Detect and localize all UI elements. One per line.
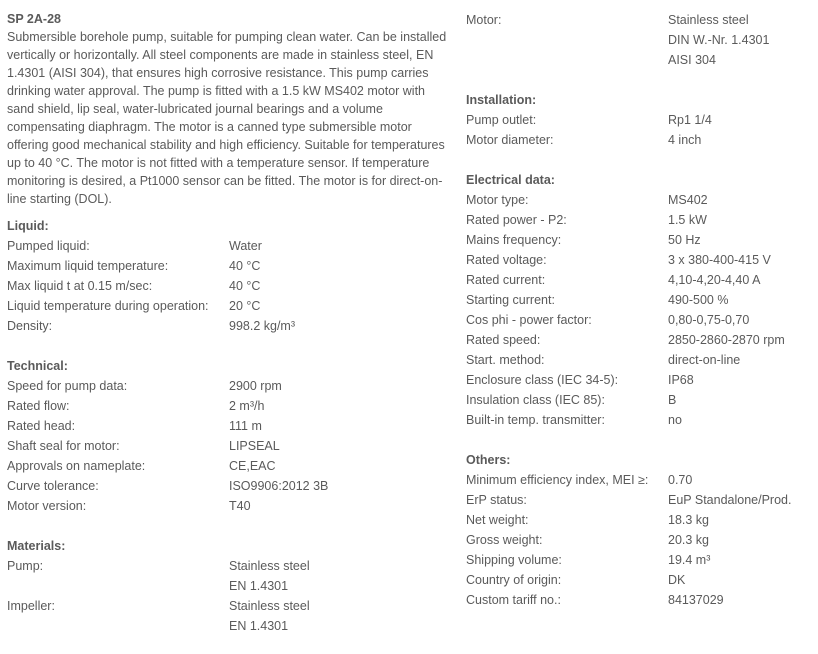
spec-label: Minimum efficiency index, MEI ≥:	[466, 473, 649, 487]
spec-value	[668, 530, 709, 550]
spec-value	[668, 330, 785, 350]
section-others	[466, 450, 811, 610]
spec-value	[668, 230, 701, 250]
spec-label: Maximum liquid temperature:	[7, 259, 169, 273]
spec-row-curve-tolerance	[7, 476, 447, 496]
spec-value-line: DK	[668, 573, 686, 587]
spec-value-line: Water	[229, 239, 262, 253]
section-materials	[7, 536, 447, 636]
left-column	[7, 10, 447, 636]
spec-value-line: EN 1.4301	[229, 579, 289, 593]
spec-value	[668, 290, 728, 310]
spec-label: Rated head:	[7, 419, 76, 433]
spec-value-line: DIN W.-Nr. 1.4301	[668, 33, 770, 47]
spec-row-country-of-origin	[466, 570, 811, 590]
spec-label: Rated speed:	[466, 333, 541, 347]
spec-label: Impeller:	[7, 599, 55, 613]
spec-label: Pump:	[7, 559, 44, 573]
spec-row-impeller	[7, 596, 447, 636]
spec-value-line: EN 1.4301	[229, 619, 289, 633]
spec-row-liquid-temperature-during-operation	[7, 296, 447, 316]
spec-row-enclosure-class-iec-34-5	[466, 370, 811, 390]
spec-row-rated-voltage	[466, 250, 811, 270]
spec-value	[229, 376, 282, 396]
spec-label: Motor diameter:	[466, 133, 554, 147]
spec-row-shipping-volume	[466, 550, 811, 570]
spec-value-line: no	[668, 413, 682, 427]
spec-row-speed-for-pump-data	[7, 376, 447, 396]
right-column	[466, 10, 811, 610]
spec-value	[668, 590, 724, 610]
spec-value-line: Stainless steel	[668, 13, 749, 27]
spec-value-line: direct-on-line	[668, 353, 741, 367]
spec-value-line: 2850-2860-2870 rpm	[668, 333, 785, 347]
spec-value	[668, 410, 682, 430]
spec-value	[668, 250, 771, 270]
product-title: SP 2A-28	[7, 12, 61, 26]
spec-value	[668, 490, 791, 510]
spec-value-line: 50 Hz	[668, 233, 701, 247]
spec-row-insulation-class-iec-85	[466, 390, 811, 410]
spec-value-line: Rp1 1/4	[668, 113, 712, 127]
spec-value	[229, 256, 260, 276]
spec-value-line: Stainless steel	[229, 559, 310, 573]
spec-label: Speed for pump data:	[7, 379, 128, 393]
motor-material-block	[466, 10, 811, 70]
spec-row-gross-weight	[466, 530, 811, 550]
spec-label: Liquid temperature during operation:	[7, 299, 209, 313]
spec-row-shaft-seal-for-motor	[7, 436, 447, 456]
spec-label: Pump outlet:	[466, 113, 537, 127]
spec-row-pump	[7, 556, 447, 596]
spec-value	[668, 370, 694, 390]
spec-value-line: AISI 304	[668, 53, 716, 67]
spec-row-maximum-liquid-temperature	[7, 256, 447, 276]
spec-value	[229, 296, 260, 316]
spec-value-line: 2 m³/h	[229, 399, 265, 413]
spec-value	[229, 276, 260, 296]
spec-value-line: LIPSEAL	[229, 439, 280, 453]
spec-value-line: Stainless steel	[229, 599, 310, 613]
spec-label: Mains frequency:	[466, 233, 562, 247]
spec-value	[229, 456, 276, 476]
spec-value-line: 490-500 %	[668, 293, 729, 307]
spec-row-pump-outlet	[466, 110, 811, 130]
spec-value-line: B	[668, 393, 677, 407]
section-heading: Installation:	[466, 93, 537, 107]
spec-value-line: 19.4 m³	[668, 553, 711, 567]
spec-label: Rated current:	[466, 273, 546, 287]
spec-label: Starting current:	[466, 293, 555, 307]
spec-row-max-liquid-t-at-0-15-m-sec	[7, 276, 447, 296]
spec-row-net-weight	[466, 510, 811, 530]
spec-value	[668, 270, 760, 290]
spec-value-line: T40	[229, 499, 251, 513]
spec-label: Density:	[7, 319, 53, 333]
spec-value	[229, 436, 280, 456]
section-technical	[7, 356, 447, 516]
spec-label: Curve tolerance:	[7, 479, 99, 493]
section-liquid	[7, 216, 447, 336]
spec-value-line: 40 °C	[229, 259, 261, 273]
spec-value	[229, 476, 328, 496]
spec-value-line: 18.3 kg	[668, 513, 710, 527]
spec-value	[668, 310, 749, 330]
spec-value	[668, 550, 710, 570]
spec-value	[668, 10, 769, 70]
spec-row-rated-head	[7, 416, 447, 436]
spec-value-line: EuP Standalone/Prod.	[668, 493, 792, 507]
section-heading: Others:	[466, 453, 511, 467]
spec-value-line: 111 m	[229, 419, 262, 433]
spec-value	[229, 316, 295, 336]
spec-row-cos-phi-power-factor	[466, 310, 811, 330]
spec-value-line: 1.5 kW	[668, 213, 707, 227]
spec-label: Net weight:	[466, 513, 529, 527]
spec-label: Approvals on nameplate:	[7, 459, 146, 473]
right-spec-sections	[466, 90, 811, 610]
spec-label: Shipping volume:	[466, 553, 562, 567]
section-heading: Technical:	[7, 359, 68, 373]
spec-label: Gross weight:	[466, 533, 543, 547]
section-heading: Liquid:	[7, 219, 49, 233]
section-electrical-data	[466, 170, 811, 430]
section-installation	[466, 90, 811, 150]
spec-row-pumped-liquid	[7, 236, 447, 256]
spec-value-line: MS402	[668, 193, 708, 207]
spec-value-line: 0,80-0,75-0,70	[668, 313, 750, 327]
spec-label: Pumped liquid:	[7, 239, 90, 253]
spec-value-line: 84137029	[668, 593, 724, 607]
spec-value	[229, 596, 310, 636]
spec-value-line: 998.2 kg/m³	[229, 319, 296, 333]
spec-label: Rated flow:	[7, 399, 70, 413]
spec-value	[229, 496, 251, 516]
spec-value-line: 2900 rpm	[229, 379, 282, 393]
spec-value	[668, 470, 692, 490]
spec-value	[668, 350, 740, 370]
spec-value	[229, 396, 264, 416]
spec-value	[668, 110, 712, 130]
spec-value	[229, 556, 310, 596]
spec-label: Enclosure class (IEC 34-5):	[466, 373, 619, 387]
spec-row-motor	[466, 10, 811, 70]
spec-value-line: CE,EAC	[229, 459, 276, 473]
spec-value-line: 4,10-4,20-4,40 A	[668, 273, 761, 287]
spec-label: Motor:	[466, 13, 502, 27]
spec-row-mains-frequency	[466, 230, 811, 250]
left-spec-sections	[7, 216, 447, 636]
spec-row-rated-flow	[7, 396, 447, 416]
spec-label: Country of origin:	[466, 573, 562, 587]
spec-row-start-method	[466, 350, 811, 370]
spec-label: Rated power - P2:	[466, 213, 567, 227]
spec-value	[668, 570, 685, 590]
spec-value	[668, 510, 709, 530]
spec-row-rated-speed	[466, 330, 811, 350]
spec-value	[229, 416, 262, 436]
spec-label: ErP status:	[466, 493, 527, 507]
spec-label: Built-in temp. transmitter:	[466, 413, 605, 427]
spec-row-starting-current	[466, 290, 811, 310]
spec-value-line: IP68	[668, 373, 694, 387]
spec-value	[668, 210, 707, 230]
spec-value-line: ISO9906:2012 3B	[229, 479, 329, 493]
spec-label: Shaft seal for motor:	[7, 439, 120, 453]
spec-value	[668, 190, 708, 210]
spec-value-line: 3 x 380-400-415 V	[668, 253, 771, 267]
spec-value-line: 4 inch	[668, 133, 702, 147]
spec-label: Max liquid t at 0.15 m/sec:	[7, 279, 153, 293]
spec-row-custom-tariff-no	[466, 590, 811, 610]
spec-row-density	[7, 316, 447, 336]
spec-row-motor-diameter	[466, 130, 811, 150]
spec-row-built-in-temp-transmitter	[466, 410, 811, 430]
spec-label: Custom tariff no.:	[466, 593, 561, 607]
spec-row-minimum-efficiency-index-mei	[466, 470, 811, 490]
spec-row-rated-current	[466, 270, 811, 290]
spec-value-line: 20.3 kg	[668, 533, 710, 547]
spec-value-line: 20 °C	[229, 299, 261, 313]
spec-row-erp-status	[466, 490, 811, 510]
product-description: Submersible borehole pump, suitable for pumping clean water. Can be installed vertically or horizontally. All steel components are made in stainless steel, EN 1.4301 (AISI 304), that ensures high corrosive resistance. This pump carries drinking water approval. The pump is fitted with a 1.5 kW MS402 motor with sand shield, lip seal, water-lubricated journal bearings and a volume compensating diaphragm. The motor is a canned type submersible motor offering good mechanical stability and high efficiency. Suitable for temperatures up to 40 °C. The motor is not fitted with a temperature sensor. If temperature monitoring is desired, a Pt1000 sensor can be fitted. The motor is for direct-on-line starting (DOL).	[7, 30, 447, 206]
spec-value	[229, 236, 262, 256]
section-heading: Materials:	[7, 539, 66, 553]
spec-value-line: 0.70	[668, 473, 693, 487]
spec-label: Rated voltage:	[466, 253, 547, 267]
spec-row-rated-power-p2	[466, 210, 811, 230]
spec-row-motor-version	[7, 496, 447, 516]
spec-label: Motor version:	[7, 499, 87, 513]
spec-row-motor-type	[466, 190, 811, 210]
spec-value	[668, 390, 676, 410]
spec-label: Start. method:	[466, 353, 545, 367]
spec-label: Motor type:	[466, 193, 529, 207]
spec-value	[668, 130, 701, 150]
spec-row-approvals-on-nameplate	[7, 456, 447, 476]
spec-label: Insulation class (IEC 85):	[466, 393, 605, 407]
spec-value-line: 40 °C	[229, 279, 261, 293]
spec-label: Cos phi - power factor:	[466, 313, 592, 327]
section-heading: Electrical data:	[466, 173, 555, 187]
